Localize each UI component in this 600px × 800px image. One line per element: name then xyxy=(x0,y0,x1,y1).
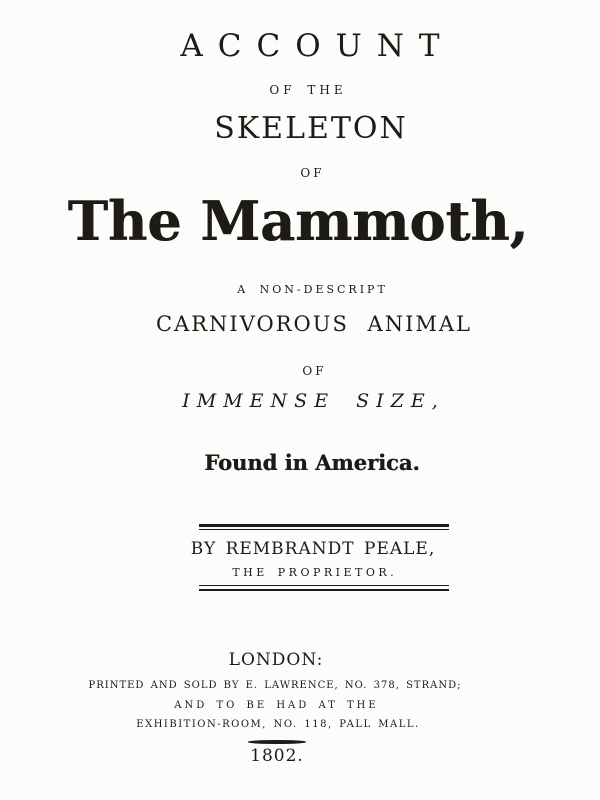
swelled-rule xyxy=(248,740,306,744)
imprint-line-1: PRINTED AND SOLD BY E. LAWRENCE, NO. 378, STRAND; xyxy=(88,680,462,691)
imprint-city: LONDON: xyxy=(228,650,324,670)
rule-thin-line xyxy=(199,529,449,530)
subtitle-non-descript: A NON-DESCRIPT xyxy=(237,283,388,296)
title-account: ACCOUNT xyxy=(180,28,455,64)
imprint-line-3: EXHIBITION-ROOM, NO. 118, PALL MALL. xyxy=(136,719,420,730)
byline-proprietor: THE PROPRIETOR. xyxy=(232,566,398,579)
title-the-mammoth: The Mammoth, xyxy=(67,189,529,253)
imprint-year: 1802. xyxy=(250,746,304,766)
rule-thick-line xyxy=(199,524,449,527)
word-of-2: OF xyxy=(302,364,327,378)
rule-thin-line xyxy=(199,585,449,586)
title-skeleton: SKELETON xyxy=(214,111,408,146)
rule-thick-line xyxy=(199,589,449,592)
double-rule-top xyxy=(199,524,449,530)
byline-author: BY REMBRANDT PEALE, xyxy=(190,539,436,559)
subtitle-of-the: OF THE xyxy=(269,83,347,97)
title-immense-size: IMMENSE SIZE, xyxy=(182,390,445,412)
double-rule-bottom xyxy=(199,585,449,591)
word-of-1: OF xyxy=(300,166,325,180)
imprint-line-2: AND TO BE HAD AT THE xyxy=(174,700,379,711)
title-carnivorous-animal: CARNIVOROUS ANIMAL xyxy=(156,312,472,336)
line-found-in-america: Found in America. xyxy=(204,450,420,475)
